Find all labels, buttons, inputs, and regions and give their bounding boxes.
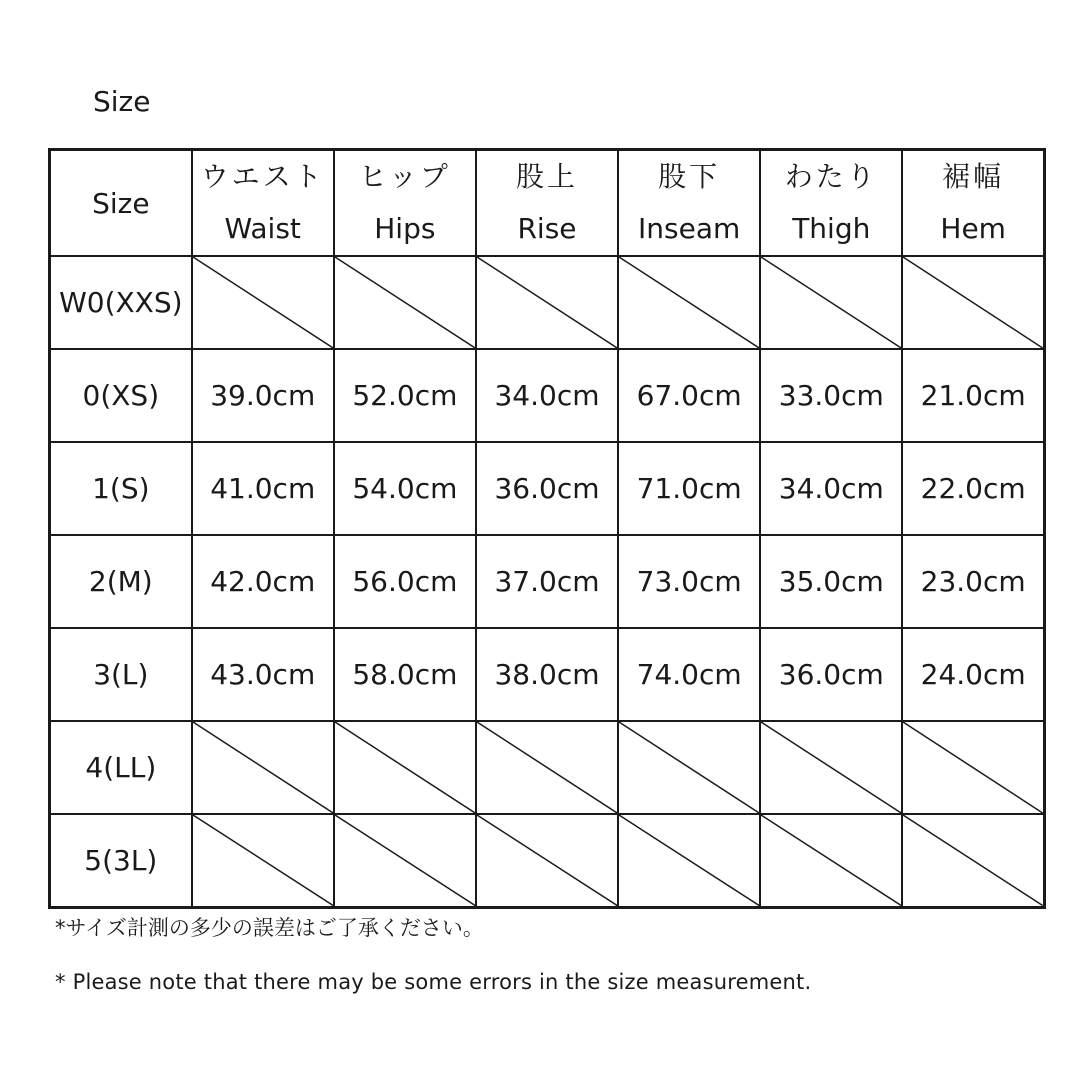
page-title: Size bbox=[93, 85, 151, 118]
measurement-cell: 54.0cm bbox=[334, 442, 476, 535]
measurement-cell: 42.0cm bbox=[192, 535, 334, 628]
note-english: * Please note that there may be some errors in the size measurement. bbox=[55, 970, 812, 994]
empty-cell-diagonal bbox=[334, 256, 476, 349]
empty-cell-diagonal bbox=[476, 814, 618, 907]
column-header-en: Thigh bbox=[792, 212, 871, 245]
diagonal-slash-icon bbox=[761, 722, 901, 813]
diagonal-slash-icon bbox=[619, 815, 759, 906]
measurement-cell: 33.0cm bbox=[760, 349, 902, 442]
diagonal-slash-icon bbox=[335, 257, 475, 348]
table-row bbox=[50, 256, 1045, 349]
empty-cell-diagonal bbox=[902, 256, 1044, 349]
measurement-cell: 24.0cm bbox=[902, 628, 1044, 721]
row-size-label: 4(LL) bbox=[50, 721, 192, 814]
column-header-jp: ヒップ bbox=[358, 160, 451, 193]
empty-cell-diagonal bbox=[192, 721, 334, 814]
diagonal-slash-icon bbox=[903, 722, 1043, 813]
diagonal-slash-icon bbox=[477, 815, 617, 906]
table-row bbox=[50, 814, 1045, 907]
diagonal-slash-icon bbox=[761, 257, 901, 348]
empty-cell-diagonal bbox=[760, 814, 902, 907]
empty-cell-diagonal bbox=[618, 721, 760, 814]
corner-header: Size bbox=[50, 150, 192, 257]
column-header-hem bbox=[902, 150, 1044, 257]
measurement-cell: 41.0cm bbox=[192, 442, 334, 535]
table-header-row bbox=[50, 150, 1045, 257]
measurement-cell: 35.0cm bbox=[760, 535, 902, 628]
diagonal-slash-icon bbox=[761, 815, 901, 906]
column-header-en: Waist bbox=[224, 212, 301, 245]
empty-cell-diagonal bbox=[618, 814, 760, 907]
column-header-jp: 股上 bbox=[515, 160, 578, 193]
empty-cell-diagonal bbox=[476, 256, 618, 349]
column-header-jp: わたり bbox=[784, 160, 878, 193]
column-header-thigh bbox=[760, 150, 902, 257]
empty-cell-diagonal bbox=[334, 721, 476, 814]
measurement-cell: 22.0cm bbox=[902, 442, 1044, 535]
diagonal-slash-icon bbox=[193, 257, 333, 348]
row-size-label: 5(3L) bbox=[50, 814, 192, 907]
measurement-cell: 52.0cm bbox=[334, 349, 476, 442]
row-size-label: 2(M) bbox=[50, 535, 192, 628]
column-header-en: Inseam bbox=[638, 212, 741, 245]
diagonal-slash-icon bbox=[477, 722, 617, 813]
measurement-cell: 56.0cm bbox=[334, 535, 476, 628]
diagonal-slash-icon bbox=[619, 257, 759, 348]
measurement-cell: 58.0cm bbox=[334, 628, 476, 721]
measurement-cell: 36.0cm bbox=[476, 442, 618, 535]
table-row bbox=[50, 721, 1045, 814]
measurement-cell: 38.0cm bbox=[476, 628, 618, 721]
column-header-jp: ウエスト bbox=[200, 160, 325, 193]
row-size-label: 1(S) bbox=[50, 442, 192, 535]
column-header-en: Hem bbox=[940, 212, 1006, 245]
table-row bbox=[50, 535, 1045, 628]
empty-cell-diagonal bbox=[902, 721, 1044, 814]
diagonal-slash-icon bbox=[193, 815, 333, 906]
measurement-cell: 36.0cm bbox=[760, 628, 902, 721]
column-header-rise bbox=[476, 150, 618, 257]
row-size-label: W0(XXS) bbox=[50, 256, 192, 349]
table-row bbox=[50, 628, 1045, 721]
diagonal-slash-icon bbox=[193, 722, 333, 813]
row-size-label: 3(L) bbox=[50, 628, 192, 721]
empty-cell-diagonal bbox=[476, 721, 618, 814]
measurement-cell: 34.0cm bbox=[760, 442, 902, 535]
measurement-cell: 43.0cm bbox=[192, 628, 334, 721]
note-japanese: *サイズ計測の多少の誤差はご了承ください。 bbox=[55, 916, 484, 940]
measurement-cell: 37.0cm bbox=[476, 535, 618, 628]
column-header-en: Hips bbox=[374, 212, 436, 245]
diagonal-slash-icon bbox=[335, 815, 475, 906]
column-header-waist bbox=[192, 150, 334, 257]
column-header-en: Rise bbox=[517, 212, 577, 245]
column-header-inseam bbox=[618, 150, 760, 257]
diagonal-slash-icon bbox=[477, 257, 617, 348]
diagonal-slash-icon bbox=[335, 722, 475, 813]
column-header-jp: 裾幅 bbox=[942, 160, 1005, 193]
empty-cell-diagonal bbox=[902, 814, 1044, 907]
empty-cell-diagonal bbox=[760, 256, 902, 349]
measurement-cell: 34.0cm bbox=[476, 349, 618, 442]
measurement-cell: 67.0cm bbox=[618, 349, 760, 442]
diagonal-slash-icon bbox=[903, 815, 1043, 906]
column-header-jp: 股下 bbox=[658, 160, 721, 193]
empty-cell-diagonal bbox=[760, 721, 902, 814]
empty-cell-diagonal bbox=[618, 256, 760, 349]
column-header-hips bbox=[334, 150, 476, 257]
row-size-label: 0(XS) bbox=[50, 349, 192, 442]
empty-cell-diagonal bbox=[192, 256, 334, 349]
measurement-cell: 39.0cm bbox=[192, 349, 334, 442]
measurement-cell: 71.0cm bbox=[618, 442, 760, 535]
diagonal-slash-icon bbox=[903, 257, 1043, 348]
measurement-cell: 73.0cm bbox=[618, 535, 760, 628]
empty-cell-diagonal bbox=[192, 814, 334, 907]
diagonal-slash-icon bbox=[619, 722, 759, 813]
measurement-cell: 74.0cm bbox=[618, 628, 760, 721]
table-body bbox=[50, 256, 1045, 907]
size-chart-table bbox=[48, 148, 1046, 909]
table-row bbox=[50, 442, 1045, 535]
empty-cell-diagonal bbox=[334, 814, 476, 907]
measurement-cell: 23.0cm bbox=[902, 535, 1044, 628]
table-row bbox=[50, 349, 1045, 442]
measurement-cell: 21.0cm bbox=[902, 349, 1044, 442]
